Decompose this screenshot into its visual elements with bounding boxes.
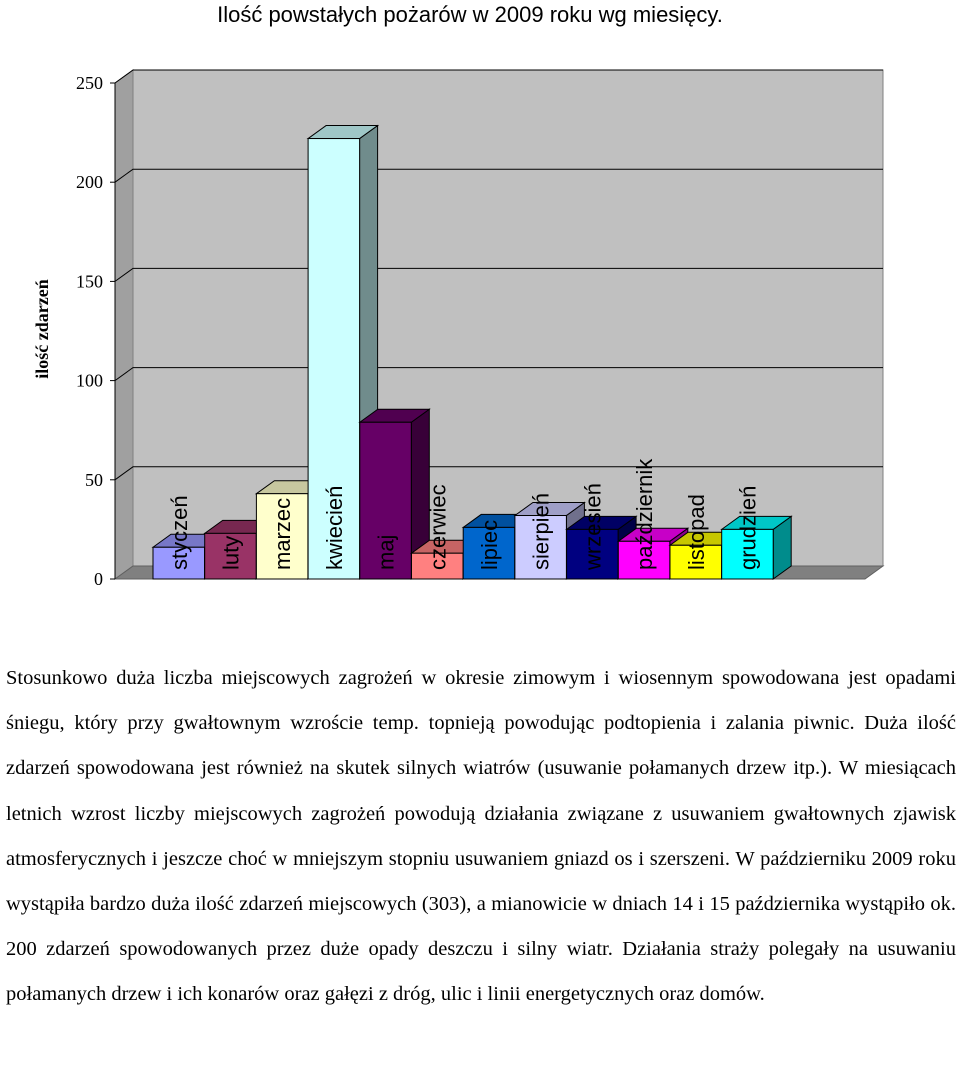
category-label: kwiecień [321, 485, 347, 570]
category-label: styczeń [166, 495, 192, 570]
y-tick-label: 250 [76, 73, 103, 93]
plot-back-wall [133, 70, 883, 566]
chart-title: Ilość powstałych pożarów w 2009 roku wg miesięcy. [217, 2, 723, 27]
category-label: maj [373, 534, 399, 570]
y-tick-label: 0 [94, 569, 103, 589]
y-tick-label: 100 [76, 370, 103, 391]
plot-side-wall [115, 70, 133, 579]
y-tick-label: 200 [76, 172, 103, 193]
category-label: luty [218, 535, 244, 570]
category-label: sierpień [528, 492, 554, 570]
body-paragraph: Stosunkowo duża liczba miejscowych zagrożeń w okresie zimowym i wiosennym spowodowana jest opadami śniegu, który przy gwałtownym wzroście temp. topnieją powodując podtopienia i zalania piwnic. Duża ilość zdarzeń spowodowana jest również na skutek silnych wiatrów (usuwanie połamanych drzew itp.). W miesiącach letnich wzrost liczby miejscowych zagrożeń powodują działania związane z usuwaniem gwałtownych zjawisk atmosferycznych i jeszcze choć w mniejszym stopniu usuwaniem gniazd os i szerszeni. W październiku 2009 roku wystąpiła bardzo duża ilość zdarzeń miejscowych (303), a mianowicie w dniach 14 i 15 października wystąpiło ok. 200 zdarzeń spowodowanych przez duże opady deszczu i silny wiatr. Działania straży polegały na usuwaniu połamanych drzew i ich konarów oraz gałęzi z dróg, ulic i linii energetycznych oraz domów. [6, 667, 956, 1006]
y-tick-label: 50 [85, 469, 103, 490]
category-label: wrzesień [580, 483, 606, 570]
y-axis-title: ilość zdarzeń [32, 279, 52, 379]
y-tick-label: 150 [76, 271, 103, 292]
category-label: grudzień [735, 485, 761, 570]
category-label: marzec [270, 497, 296, 570]
category-label: czerwiec [425, 484, 451, 570]
category-label: lipiec [476, 519, 502, 570]
category-label: listopad [683, 494, 709, 570]
category-label: październik [632, 458, 658, 570]
